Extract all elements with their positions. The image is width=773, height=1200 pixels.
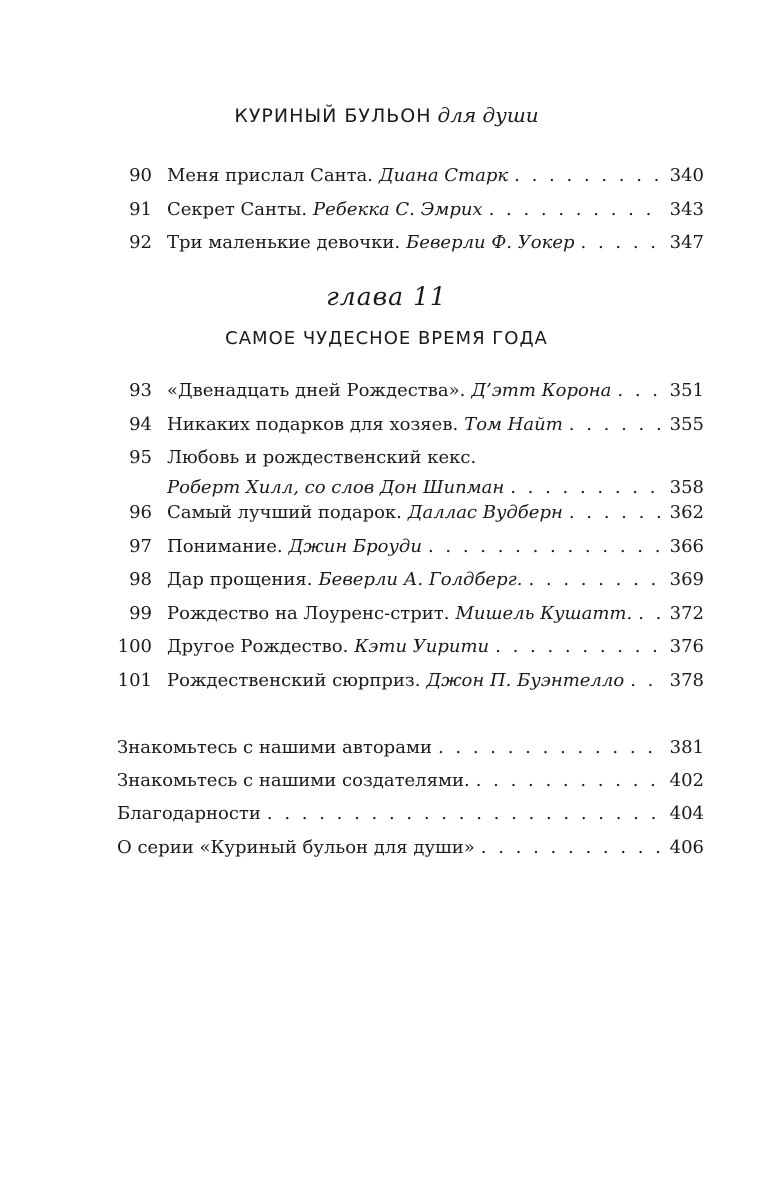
- entry-page: 378: [669, 670, 704, 691]
- leader-dots: [581, 226, 664, 260]
- entry-page: 347: [669, 232, 704, 253]
- entry-title: «Двенадцать дней Рождества».: [167, 380, 466, 401]
- running-head: [0, 103, 773, 127]
- entry-author: Диана Старк: [379, 165, 509, 186]
- entry-number: 93: [129, 380, 152, 401]
- entry-author: Кэти Уирити: [354, 636, 490, 657]
- entry-title: Рождество на Лоуренс-стрит.: [167, 603, 450, 624]
- entry-number: 97: [129, 536, 152, 557]
- entry-title: Знакомьтесь с нашими создателями.: [117, 770, 470, 791]
- entry-author: Д’этт Корона: [471, 380, 612, 401]
- entry-title: Самый лучший подарок.: [167, 502, 402, 523]
- entry-author: Джон П. Буэнтелло: [426, 670, 625, 691]
- leader-dots: [267, 797, 664, 831]
- toc-entry: [117, 443, 704, 503]
- entry-page: 369: [669, 569, 704, 590]
- entry-number: 92: [129, 232, 152, 253]
- entry-title: Рождественский сюрприз.: [167, 670, 421, 691]
- entry-title: Знакомьтесь с нашими авторами: [117, 737, 432, 758]
- entry-page: 366: [669, 536, 704, 557]
- entry-author: Джин Броуди: [288, 536, 422, 557]
- entry-page: 358: [669, 477, 704, 498]
- leader-dots: [569, 496, 664, 530]
- entry-number: 94: [129, 414, 152, 435]
- entry-number: 99: [129, 603, 152, 624]
- running-head-script: для души: [437, 103, 539, 127]
- entry-number: 90: [129, 165, 152, 186]
- leader-dots: [528, 563, 663, 597]
- leader-dots: [438, 731, 664, 765]
- entry-author: Том Найт: [464, 414, 563, 435]
- entry-page: 372: [669, 603, 704, 624]
- entry-title: Понимание.: [167, 536, 283, 557]
- entry-author: Ребекка С. Эмрих: [313, 199, 483, 220]
- leader-dots: [617, 374, 663, 408]
- leader-dots: [638, 597, 663, 631]
- leader-dots: [569, 408, 664, 442]
- entry-page: 381: [669, 737, 704, 758]
- entry-page: 376: [669, 636, 704, 657]
- entry-page: 362: [669, 502, 704, 523]
- entry-page: 406: [669, 837, 704, 858]
- entry-number: 91: [129, 199, 152, 220]
- entry-title: Никаких подарков для хозяев.: [167, 414, 459, 435]
- entry-author: Роберт Хилл, со слов Дон Шипман: [167, 477, 505, 498]
- entry-number: 95: [129, 447, 152, 468]
- entry-page: 340: [669, 165, 704, 186]
- entry-page: 355: [669, 414, 704, 435]
- chapter-label: глава 11: [326, 282, 447, 311]
- leader-dots: [476, 764, 664, 798]
- leader-dots: [481, 831, 664, 865]
- entry-title: Меня прислал Санта.: [167, 165, 373, 186]
- entry-number: 98: [129, 569, 152, 590]
- entry-page: 404: [669, 803, 704, 824]
- entry-number: 96: [129, 502, 152, 523]
- entry-title: О серии «Куриный бульон для души»: [117, 837, 475, 858]
- entry-author: Беверли А. Голдберг.: [318, 569, 523, 590]
- leader-dots: [489, 193, 664, 227]
- leader-dots: [495, 630, 663, 664]
- leader-dots: [514, 159, 664, 193]
- entry-number: 101: [117, 670, 152, 691]
- entry-title: Секрет Санты.: [167, 199, 308, 220]
- entry-page: 343: [669, 199, 704, 220]
- leader-dots: [428, 530, 664, 564]
- running-head-caps: КУРИНЫЙ БУЛЬОН: [234, 105, 432, 127]
- entry-page: 351: [669, 380, 704, 401]
- entry-number: 100: [117, 636, 152, 657]
- entry-title: Другое Рождество.: [167, 636, 349, 657]
- entry-author: Беверли Ф. Уокер: [406, 232, 575, 253]
- chapter-title: САМОЕ ЧУДЕСНОЕ ВРЕМЯ ГОДА: [225, 328, 548, 349]
- entry-title: Любовь и рождественский кекс.: [167, 447, 477, 468]
- entry-title: Благодарности: [117, 803, 261, 824]
- entry-title: Дар прощения.: [167, 569, 313, 590]
- entry-author: Даллас Вудберн: [407, 502, 563, 523]
- entry-title: Три маленькие девочки.: [167, 232, 401, 253]
- leader-dots: [630, 664, 663, 698]
- entry-page: 402: [669, 770, 704, 791]
- entry-author: Мишель Кушатт.: [455, 603, 633, 624]
